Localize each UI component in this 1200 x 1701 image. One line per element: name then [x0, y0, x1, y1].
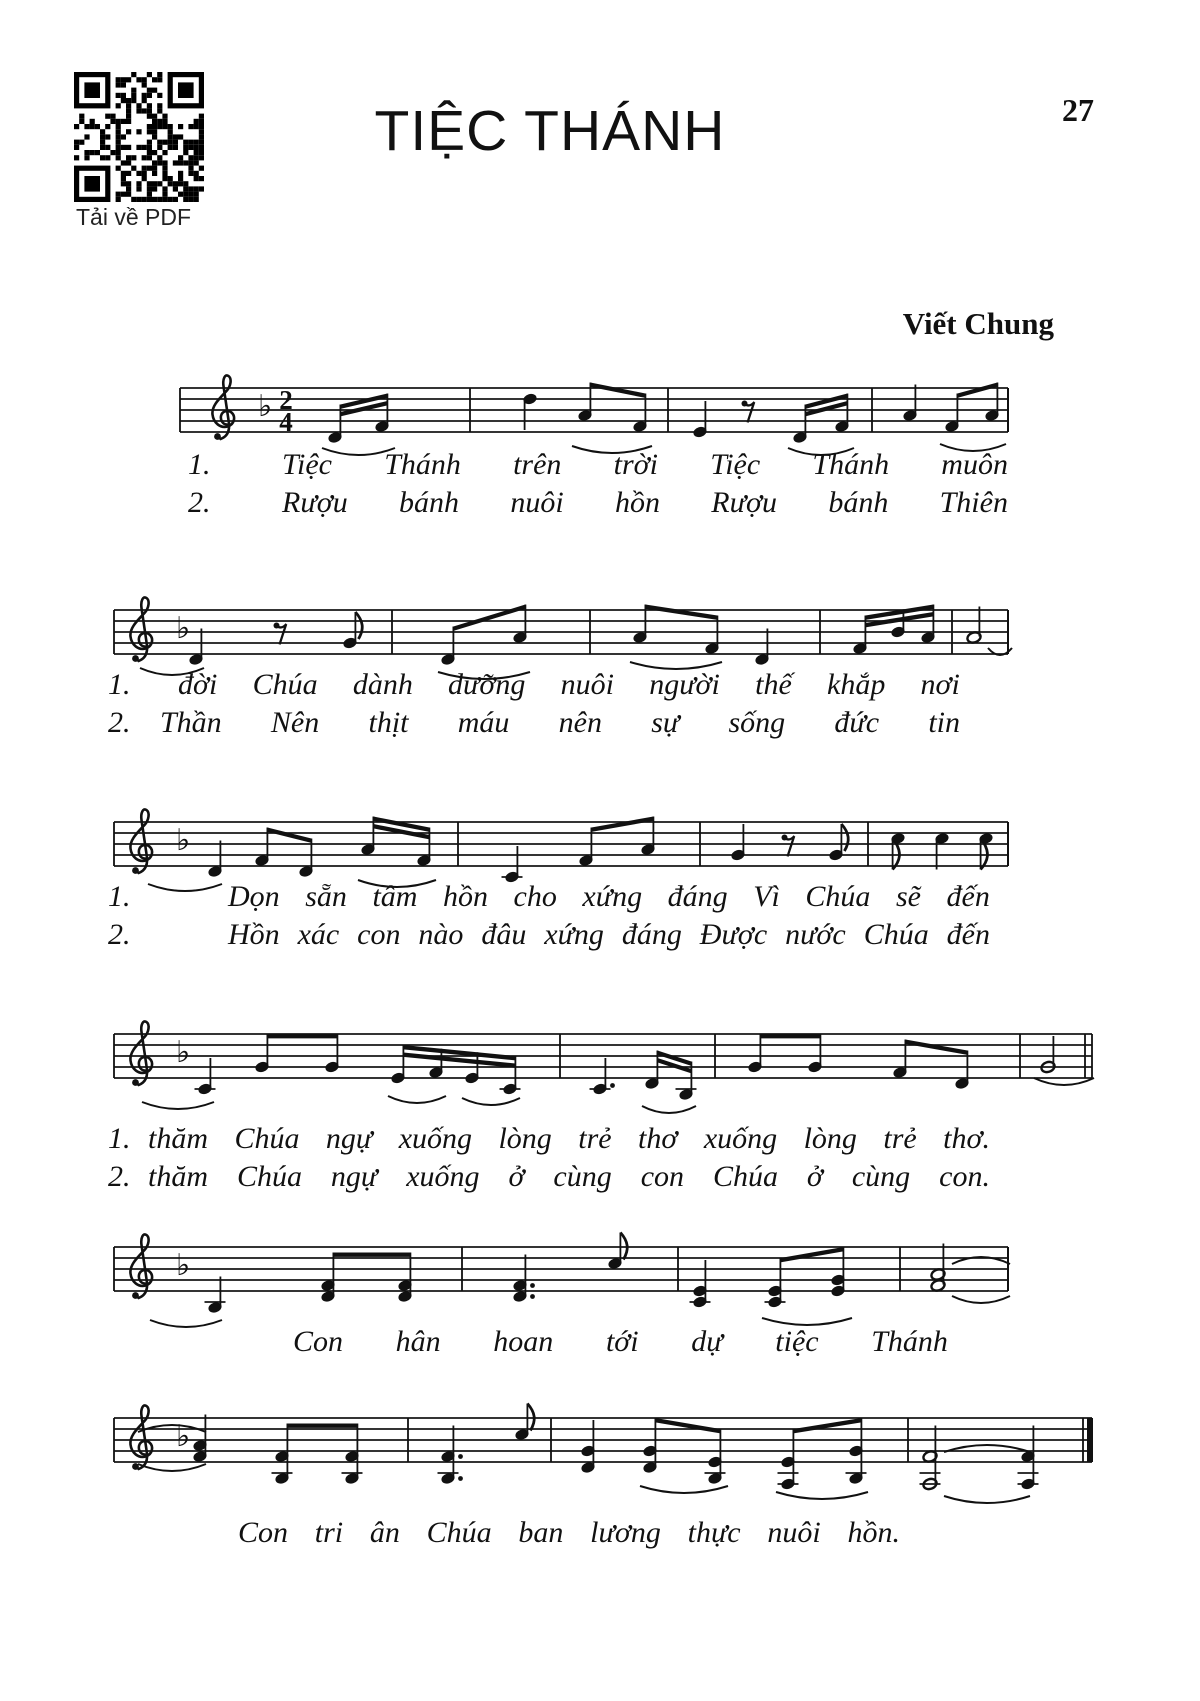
lyric-word: đức	[834, 706, 880, 739]
lyric-word: xác	[297, 918, 340, 951]
slur	[640, 1486, 728, 1493]
time-sig-top: 2	[279, 385, 293, 415]
lyric-word: cho	[513, 880, 557, 913]
lyric-word: thực	[687, 1516, 741, 1549]
lyric-word: Chúa	[712, 1160, 778, 1193]
lyric-word: đời	[178, 668, 218, 701]
lyric-word: lương	[590, 1516, 661, 1549]
lyric-word: hồn.	[847, 1516, 900, 1549]
treble-clef-icon	[130, 1234, 152, 1299]
slur	[462, 1098, 520, 1105]
page-number: 27	[1062, 92, 1094, 128]
lyric-word: Thánh	[871, 1325, 948, 1358]
lyric-word: xuống	[406, 1160, 480, 1193]
lyric-word: Được	[699, 918, 768, 951]
lyric-word: Con	[293, 1325, 344, 1358]
lyric-word: đâu	[481, 918, 527, 951]
flag	[620, 1233, 627, 1260]
lyric-word: bánh	[399, 486, 460, 519]
lyric-word: đến	[946, 918, 990, 951]
lyric-line	[0, 668, 1200, 706]
verse-number: 1.	[108, 1122, 131, 1155]
lyric-word: người	[649, 668, 720, 701]
lyric-word: lòng	[803, 1122, 857, 1155]
verse-number: 2.	[108, 1160, 131, 1193]
lyric-word: dự	[691, 1325, 723, 1358]
lyric-word: ngự	[325, 1122, 373, 1155]
slur	[1034, 1078, 1094, 1085]
lyric-word: nước	[785, 918, 846, 951]
lyric-word: thăm	[148, 1160, 208, 1193]
lyric-word: thơ.	[943, 1122, 990, 1155]
lyric-words	[282, 486, 1008, 520]
lyric-word: hoan	[493, 1325, 554, 1358]
beam	[453, 605, 525, 631]
lyric-word: tâm	[372, 880, 418, 913]
treble-clef-icon	[212, 375, 234, 440]
lyric-word: Rượu	[282, 486, 348, 519]
lyric-line	[0, 918, 1200, 956]
lyric-word: Hồn	[228, 918, 280, 951]
lyric-word: xuống	[703, 1122, 778, 1155]
lyric-word: Chúa	[426, 1516, 492, 1549]
lyric-word: tiệc	[775, 1325, 819, 1358]
lyric-word: Chúa	[236, 1160, 302, 1193]
lyric-line	[0, 486, 1200, 524]
lyric-word: thăm	[148, 1122, 208, 1155]
slur	[776, 1492, 868, 1499]
beam	[590, 383, 645, 398]
beam	[760, 1034, 820, 1038]
lyric-words	[282, 448, 1008, 482]
lyric-words	[178, 668, 960, 702]
lyric-word: sự	[651, 706, 680, 739]
lyric-word: tri	[314, 1516, 344, 1549]
lyric-line	[0, 1516, 1200, 1554]
beam	[591, 817, 653, 832]
lyric-word: đáng	[667, 880, 728, 913]
beam	[267, 828, 311, 843]
lyric-word: đến	[946, 880, 990, 913]
page-title: TIỆC THÁNH	[374, 99, 726, 163]
lyric-word: khắp	[827, 668, 886, 701]
lyric-word: ngự	[330, 1160, 378, 1193]
beam	[655, 1418, 720, 1433]
flat-sign: ♭	[176, 823, 191, 858]
slur	[388, 1096, 446, 1103]
lyric-word: ban	[518, 1516, 564, 1549]
lyric-word: hân	[395, 1325, 441, 1358]
lyric-word: con.	[939, 1160, 990, 1193]
verse-number: 1.	[108, 880, 131, 913]
lyric-word: Tiệc	[282, 448, 332, 481]
lyric-words	[228, 880, 990, 914]
lyric-word: Dọn	[228, 880, 280, 913]
beam	[333, 1253, 410, 1257]
lyric-word: sẵn	[305, 880, 347, 913]
flat-sign: ♭	[176, 611, 191, 646]
lyric-word: Vì	[753, 880, 780, 913]
lyric-words	[238, 1516, 900, 1550]
lyric-word: sẽ	[895, 880, 921, 913]
flat-sign: ♭	[176, 1248, 191, 1283]
lyric-word: máu	[457, 706, 510, 739]
lyric-words	[148, 1160, 990, 1194]
lyric-word: nuôi	[767, 1516, 821, 1549]
lyric-word: dưỡng	[448, 668, 526, 701]
lyric-word: trẻ	[578, 1122, 612, 1155]
lyric-word: nuôi	[560, 668, 614, 701]
lyric-line	[0, 1325, 1200, 1363]
verse-number: 1.	[108, 668, 131, 701]
slur	[944, 1496, 1030, 1503]
lyric-word: trời	[613, 448, 658, 481]
lyric-word: bánh	[828, 486, 889, 519]
lyric-word: nào	[418, 918, 464, 951]
lyric-word: tin	[928, 706, 960, 739]
lyric-word: Thiên	[939, 486, 1008, 519]
slur	[138, 1464, 206, 1471]
lyric-word: trên	[513, 448, 562, 481]
lyric-word: con	[357, 918, 401, 951]
lyric-word: ở	[806, 1160, 823, 1193]
lyric-word: thế	[755, 668, 792, 701]
beam	[780, 1247, 843, 1262]
lyric-word: Tiệc	[710, 448, 761, 481]
treble-clef-icon	[130, 1021, 152, 1086]
lyric-word: đáng	[621, 918, 682, 951]
music-system-4	[113, 1021, 1094, 1113]
lyric-word: ân	[369, 1516, 400, 1549]
flat-sign: ♭	[176, 1419, 191, 1454]
lyric-line	[0, 1122, 1200, 1160]
download-pdf-link[interactable]: Tải về PDF	[76, 204, 192, 230]
composer-credit: Viết Chung	[902, 306, 1054, 341]
lyric-word: cùng	[553, 1160, 612, 1193]
lyric-words	[160, 706, 960, 740]
lyric-line	[0, 880, 1200, 918]
lyric-word: hồn	[614, 486, 660, 519]
lyric-line	[0, 448, 1200, 486]
lyric-word: dành	[352, 668, 413, 701]
verse-number: 2.	[108, 918, 131, 951]
slur	[642, 1106, 696, 1113]
beam	[645, 605, 717, 620]
lyric-word: sống	[728, 706, 786, 739]
flag	[841, 824, 848, 851]
lyric-word: nuôi	[510, 486, 564, 519]
beam	[267, 1034, 337, 1038]
lyric-word: cùng	[851, 1160, 911, 1193]
lyric-word: Thánh	[812, 448, 890, 481]
slur	[952, 1296, 1010, 1303]
lyric-words	[228, 918, 990, 952]
lyric-word: Thánh	[384, 448, 461, 481]
beam	[287, 1424, 357, 1428]
slur	[142, 1102, 214, 1109]
lyric-words	[293, 1325, 948, 1359]
lyric-word: xứng	[544, 918, 604, 951]
verse-number: 2.	[108, 706, 131, 739]
lyric-line	[0, 706, 1200, 744]
lyric-word: Chúa	[252, 668, 318, 701]
flat-sign: ♭	[176, 1035, 191, 1070]
music-system-6	[113, 1404, 1093, 1504]
beam	[957, 383, 997, 398]
beam	[793, 1418, 861, 1433]
lyric-words	[148, 1122, 990, 1156]
lyric-line	[0, 1160, 1200, 1198]
treble-clef-icon	[130, 1405, 152, 1470]
lyric-word: Con	[238, 1516, 289, 1549]
flag	[527, 1404, 534, 1431]
beam	[905, 1040, 967, 1055]
time-sig-bottom: 4	[279, 407, 293, 437]
lyric-word: thịt	[368, 706, 409, 739]
music-system-3	[113, 809, 1009, 891]
lyric-word: ở	[508, 1160, 525, 1193]
music-system-2	[113, 597, 1012, 679]
lyric-word: Thần	[160, 706, 222, 739]
flat-sign: ♭	[258, 389, 273, 424]
treble-clef-icon	[130, 597, 152, 662]
lyric-word: xứng	[582, 880, 643, 913]
lyric-word: muôn	[941, 448, 1008, 481]
music-system-1	[179, 375, 1009, 455]
music-system-5	[113, 1233, 1010, 1328]
flag	[355, 612, 362, 639]
verse-number: 2.	[188, 486, 211, 519]
lyric-word: xuống	[398, 1122, 473, 1155]
lyric-word: tới	[605, 1325, 639, 1358]
lyric-word: lòng	[498, 1122, 552, 1155]
lyric-word: Chúa	[863, 918, 929, 951]
treble-clef-icon	[130, 809, 152, 874]
lyric-word: hồn	[443, 880, 488, 913]
slur	[762, 1318, 852, 1325]
lyric-word: Chúa	[234, 1122, 300, 1155]
lyric-word: con	[640, 1160, 685, 1193]
lyric-word: Chúa	[805, 880, 871, 913]
lyric-word: Rượu	[711, 486, 777, 519]
lyric-word: thơ	[638, 1122, 678, 1155]
lyric-word: trẻ	[883, 1122, 917, 1155]
lyric-word: nơi	[920, 668, 960, 701]
lyric-word: Nên	[270, 706, 320, 739]
verse-number: 1.	[188, 448, 211, 481]
lyric-word: nên	[558, 706, 602, 739]
